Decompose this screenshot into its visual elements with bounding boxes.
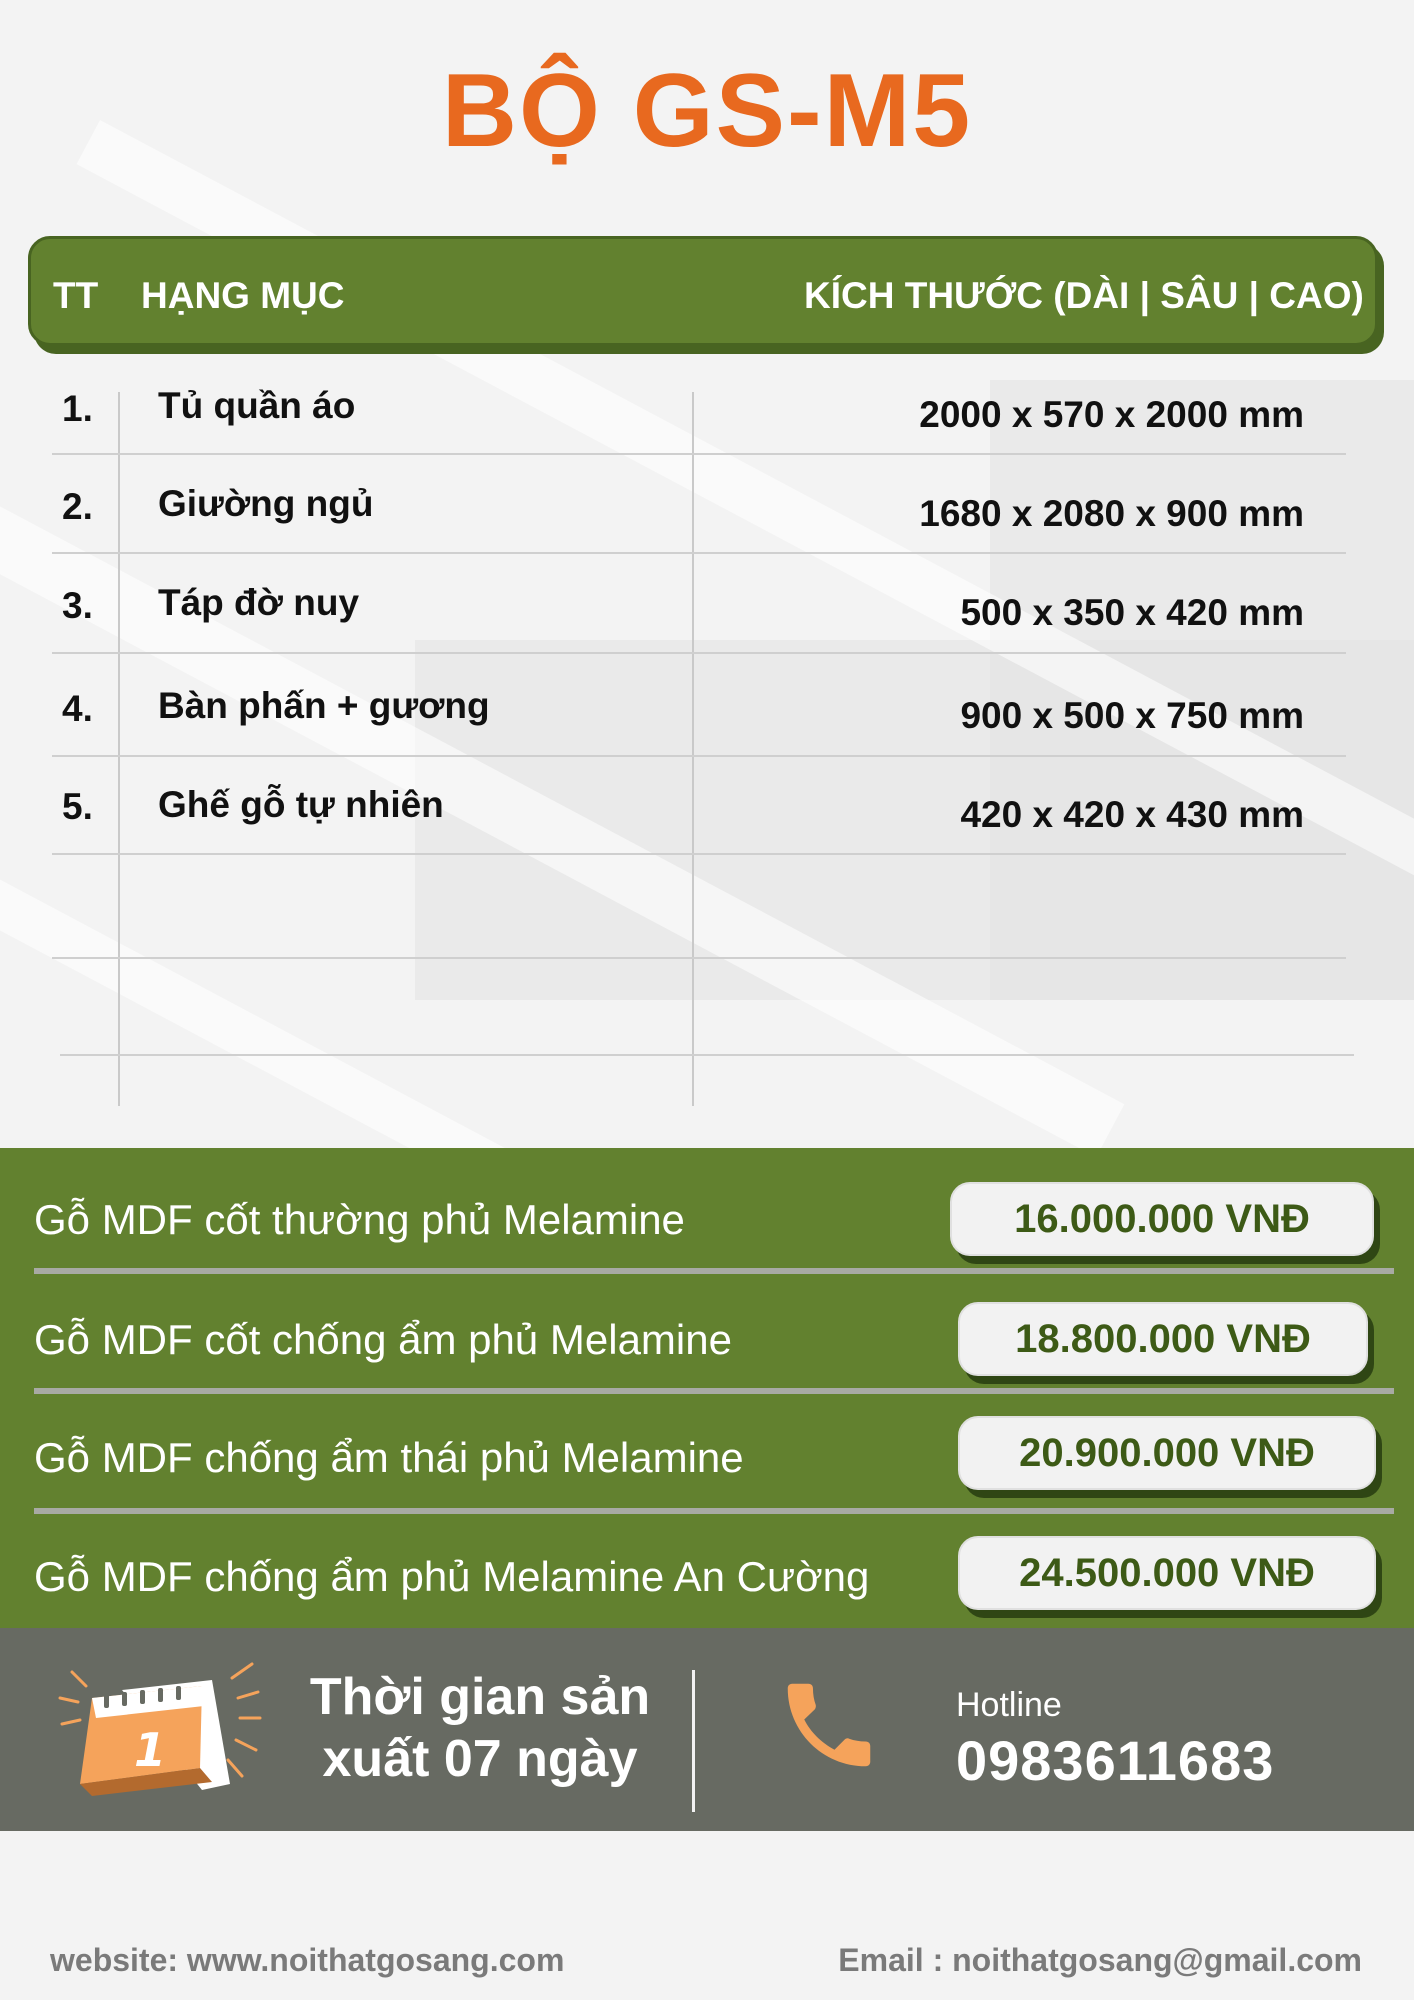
price-divider bbox=[34, 1508, 1394, 1514]
background-shape bbox=[990, 380, 1414, 1000]
row-number: 2. bbox=[62, 486, 93, 527]
page-title: BỘ GS-M5 bbox=[441, 53, 973, 169]
price-badge: 20.900.000 VNĐ bbox=[958, 1416, 1376, 1490]
table-divider bbox=[52, 755, 1346, 757]
price-label: Gỗ MDF chống ẩm thái phủ Melamine bbox=[34, 1434, 744, 1481]
price-divider bbox=[34, 1268, 1394, 1274]
row-number: 3. bbox=[62, 585, 93, 626]
row-size: 500 x 350 x 420 mm bbox=[960, 592, 1304, 633]
price-badge: 16.000.000 VNĐ bbox=[950, 1182, 1374, 1256]
production-time: Thời gian sản xuất 07 ngày bbox=[309, 1668, 651, 1788]
table-divider bbox=[52, 652, 1346, 654]
price-badge: 24.500.000 VNĐ bbox=[958, 1536, 1376, 1610]
price-divider bbox=[34, 1388, 1394, 1394]
row-size: 420 x 420 x 430 mm bbox=[960, 794, 1304, 835]
row-item-name: Giường ngủ bbox=[158, 483, 374, 524]
header-size: KÍCH THƯỚC (DÀI | SÂU | CAO) bbox=[804, 275, 1364, 316]
row-number: 1. bbox=[62, 388, 93, 429]
footer-divider bbox=[692, 1670, 695, 1812]
email-link[interactable]: Email : noithatgosang@gmail.com bbox=[838, 1942, 1362, 1978]
table-divider bbox=[52, 853, 1346, 855]
row-item-name: Bàn phấn + gương bbox=[158, 685, 490, 726]
row-item-name: Táp đờ nuy bbox=[158, 582, 360, 623]
table-divider bbox=[52, 453, 1346, 455]
hotline-number[interactable]: 0983611683 bbox=[956, 1729, 1275, 1792]
table-divider bbox=[60, 1054, 1354, 1056]
row-size: 2000 x 570 x 2000 mm bbox=[919, 394, 1304, 435]
hotline-label: Hotline bbox=[956, 1686, 1062, 1724]
phone-icon bbox=[774, 1670, 884, 1780]
table-divider bbox=[118, 392, 120, 1106]
price-section bbox=[0, 1148, 1414, 1628]
row-number: 5. bbox=[62, 786, 93, 827]
row-number: 4. bbox=[62, 688, 93, 729]
price-label: Gỗ MDF cốt thường phủ Melamine bbox=[34, 1196, 685, 1243]
price-badge: 18.800.000 VNĐ bbox=[958, 1302, 1368, 1376]
price-label: Gỗ MDF chống ẩm phủ Melamine An Cường bbox=[34, 1553, 870, 1600]
row-item-name: Tủ quần áo bbox=[158, 385, 356, 426]
table-header bbox=[28, 236, 1378, 346]
row-size: 1680 x 2080 x 900 mm bbox=[919, 493, 1304, 534]
website-link[interactable]: website: www.noithatgosang.com bbox=[50, 1942, 565, 1978]
calendar-icon bbox=[52, 1658, 262, 1808]
calendar-day: 1 bbox=[134, 1723, 167, 1777]
header-item: HẠNG MỤC bbox=[141, 275, 345, 316]
table-divider bbox=[52, 957, 1346, 959]
table-divider bbox=[52, 552, 1346, 554]
header-tt: TT bbox=[53, 275, 99, 316]
row-size: 900 x 500 x 750 mm bbox=[960, 695, 1304, 736]
row-item-name: Ghế gỗ tự nhiên bbox=[158, 784, 444, 825]
info-band bbox=[0, 1628, 1414, 1831]
price-label: Gỗ MDF cốt chống ẩm phủ Melamine bbox=[34, 1316, 732, 1363]
table-divider bbox=[692, 392, 694, 1106]
